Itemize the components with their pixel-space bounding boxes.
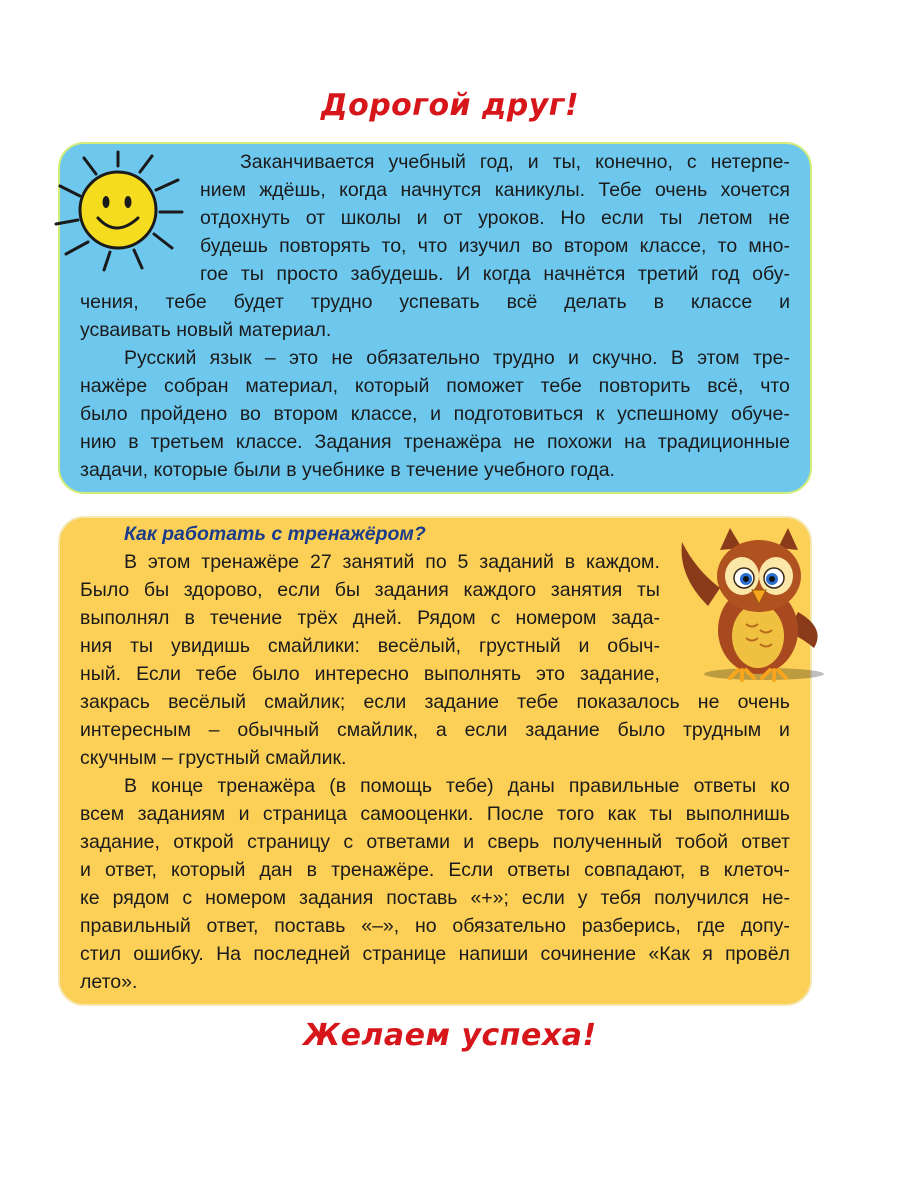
text-line: скучным – грустный смайлик. xyxy=(80,747,347,769)
text-line: закрась весёлый смайлик; если задание тебе показалось не очень xyxy=(80,691,790,713)
text-line: усваивать новый материал. xyxy=(80,319,332,341)
text-line: отдохнуть от школы и от уроков. Но если ты летом не xyxy=(200,207,790,229)
text-line: всем заданиям и страница самооценки. После того как ты выполнишь xyxy=(80,803,790,825)
page-title: Дорогой друг! xyxy=(320,88,580,123)
text-line: нажёре собран материал, который поможет тебе повторить всё, что xyxy=(80,375,790,397)
text-line: Русский язык – это не обязательно трудно и скучно. В этом тре- xyxy=(124,347,790,369)
text-line: ке рядом с номером задания поставь «+»; если у тебя получился не- xyxy=(80,887,790,909)
text-line: было пройдено во втором классе, и подготовиться к успешному обуче- xyxy=(80,403,790,425)
text-line: выполнял в течение трёх дней. Рядом с номером зада- xyxy=(80,607,660,629)
closing-title: Желаем успеха! xyxy=(303,1018,597,1053)
text-line: Было бы здорово, если бы задания каждого занятия ты xyxy=(80,579,660,601)
text-line: стил ошибку. На последней странице напиши сочинение «Как я провёл xyxy=(80,943,790,965)
sun-icon xyxy=(48,146,196,274)
text-line: В этом тренажёре 27 занятий по 5 заданий в каждом. xyxy=(124,551,660,573)
text-line: задание, открой страницу с ответами и сверь полученный тобой ответ xyxy=(80,831,790,853)
text-line: задачи, которые были в учебнике в течение учебного года. xyxy=(80,459,615,481)
section-heading: Как работать с тренажёром? xyxy=(124,523,426,545)
text-line: нию в третьем классе. Задания тренажёра не похожи на традиционные xyxy=(80,431,790,453)
text-line: гое ты просто забудешь. И когда начнётся третий год обу- xyxy=(200,263,790,285)
text-line: Заканчивается учебный год, и ты, конечно, с нетерпе- xyxy=(240,151,790,173)
text-line: чения, тебе будет трудно успевать всё делать в классе и xyxy=(80,291,790,313)
text-line: нием ждёшь, когда начнутся каникулы. Тебе очень хочется xyxy=(200,179,790,201)
owl-icon xyxy=(676,524,832,682)
text-line: интересным – обычный смайлик, а если задание было трудным и xyxy=(80,719,790,741)
text-line: и ответ, который дан в тренажёре. Если ответы совпадают, в клеточ- xyxy=(80,859,790,881)
text-line: ния ты увидишь смайлики: весёлый, грустный и обыч- xyxy=(80,635,660,657)
text-line: будешь повторять то, что изучил во втором классе, то мно- xyxy=(200,235,790,257)
text-line: правильный ответ, поставь «–», но обязательно разберись, где допу- xyxy=(80,915,790,937)
text-line: В конце тренажёра (в помощь тебе) даны правильные ответы ко xyxy=(124,775,790,797)
text-line: ный. Если тебе было интересно выполнять это задание, xyxy=(80,663,660,685)
text-line: лето». xyxy=(80,971,138,993)
